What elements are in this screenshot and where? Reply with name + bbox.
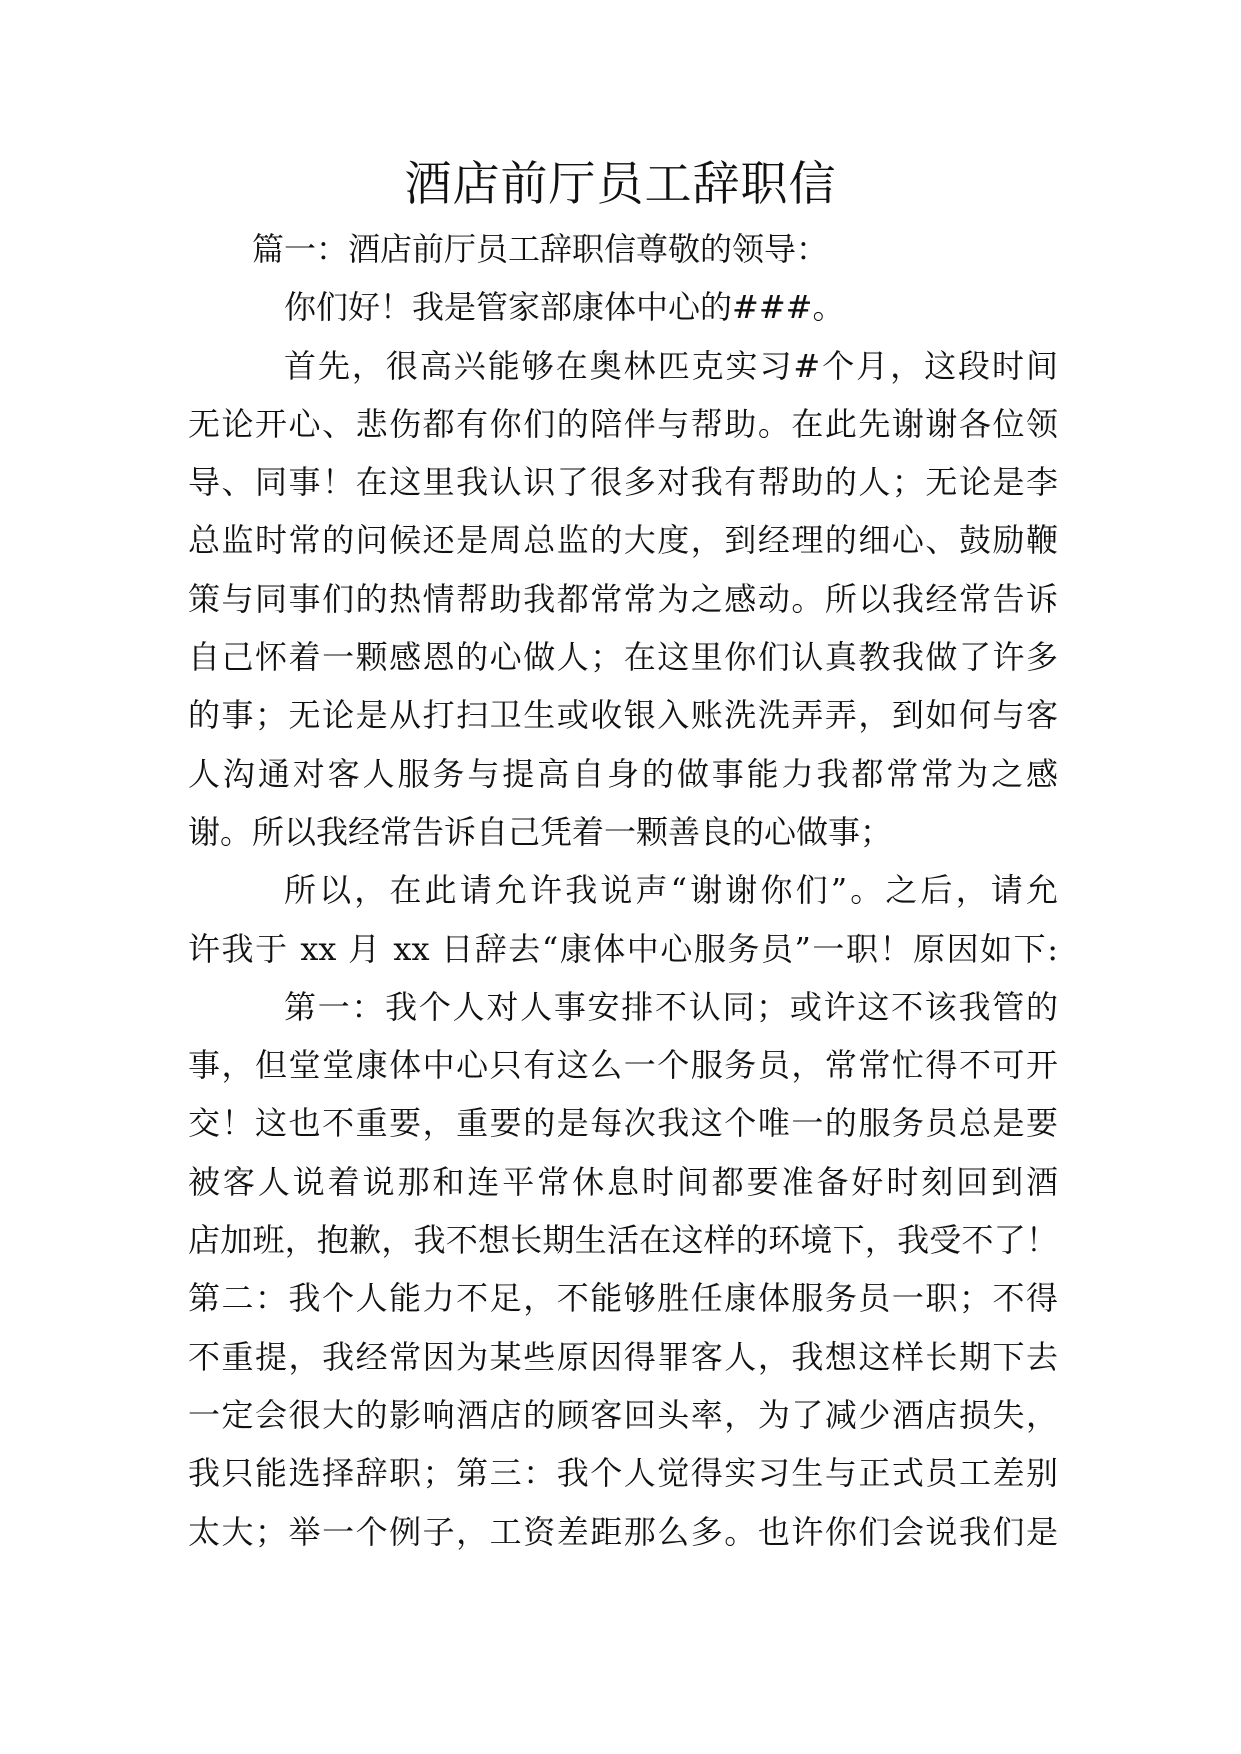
paragraph-line: 第一：我个人对人事安排不认同；或许这不该我管的 <box>284 987 1058 1026</box>
paragraph-line: 谢。所以我经常告诉自己凭着一颗善良的心做事； <box>188 812 893 851</box>
paragraph-line: 交！这也不重要，重要的是每次我这个唯一的服务员总是要 <box>188 1104 1058 1143</box>
paragraph-line: 太大；举一个例子，工资差距那么多。也许你们会说我们是 <box>188 1512 1058 1551</box>
paragraph-line: 事，但堂堂康体中心只有这么一个服务员，常常忙得不可开 <box>188 1046 1058 1085</box>
paragraph-line: 自己怀着一颗感恩的心做人；在这里你们认真教我做了许多 <box>188 638 1058 677</box>
paragraph-line: 导、同事！在这里我认识了很多对我有帮助的人；无论是李 <box>188 463 1058 502</box>
paragraph-line: 一定会很大的影响酒店的顾客回头率，为了减少酒店损失， <box>188 1395 1058 1434</box>
paragraph-line: 第二：我个人能力不足，不能够胜任康体服务员一职；不得 <box>188 1279 1058 1318</box>
paragraph-line: 的事；无论是从打扫卫生或收银入账洗洗弄弄，到如何与客 <box>188 696 1058 735</box>
paragraph-line: 我只能选择辞职；第三：我个人觉得实习生与正式员工差别 <box>188 1454 1058 1493</box>
document-title: 酒店前厅员工辞职信 <box>404 157 837 212</box>
paragraph-line: 首先，很高兴能够在奥林匹克实习#个月，这段时间 <box>284 346 1058 385</box>
greeting-line: 你们好！我是管家部康体中心的###。 <box>284 288 845 327</box>
paragraph-line: 不重提，我经常因为某些原因得罪客人，我想这样长期下去 <box>188 1337 1058 1376</box>
paragraph-line: 许我于 xx 月 xx 日辞去“康体中心服务员”一职！原因如下: <box>188 929 1058 968</box>
paragraph-line: 策与同事们的热情帮助我都常常为之感动。所以我经常告诉 <box>188 579 1058 618</box>
paragraph-line: 被客人说着说那和连平常休息时间都要准备好时刻回到酒 <box>188 1162 1058 1201</box>
salutation-line: 篇一：酒店前厅员工辞职信尊敬的领导： <box>252 230 829 268</box>
paragraph-line: 所以，在此请允许我说声“谢谢你们”。之后，请允 <box>284 871 1058 910</box>
paragraph-line: 人沟通对客人服务与提高自身的做事能力我都常常为之感 <box>188 754 1058 793</box>
paragraph-line: 总监时常的问候还是周总监的大度，到经理的细心、鼓励鞭 <box>188 521 1058 560</box>
paragraph-line: 店加班，抱歉，我不想长期生活在这样的环境下，我受不了！ <box>188 1221 1058 1260</box>
paragraph-line: 无论开心、悲伤都有你们的陪伴与帮助。在此先谢谢各位领 <box>188 404 1058 443</box>
document-body <box>188 220 1058 1561</box>
